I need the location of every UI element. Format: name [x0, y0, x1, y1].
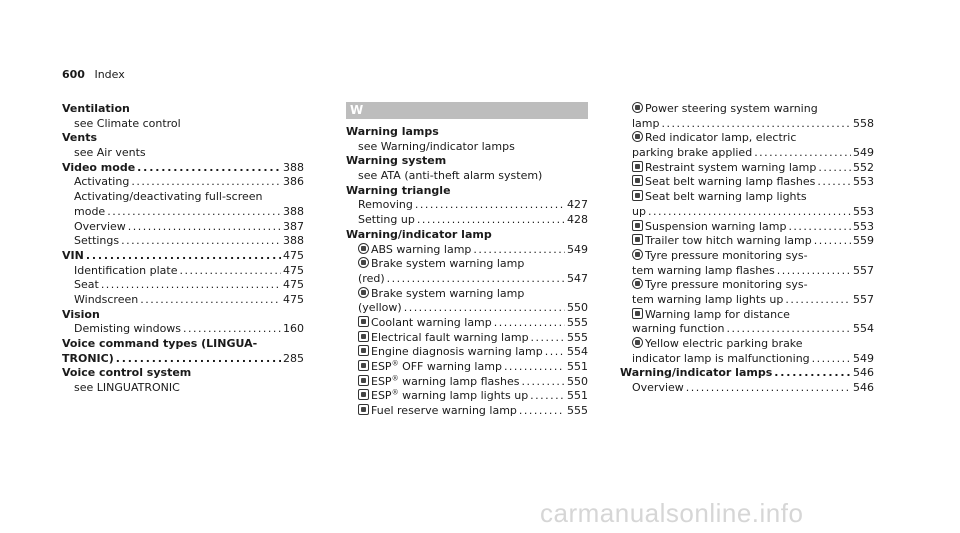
seat-belt-icon — [632, 175, 643, 186]
index-subentry[interactable] — [632, 264, 874, 279]
index-subentry[interactable] — [346, 345, 588, 360]
index-entry-title: Warning/indicator lamps — [620, 366, 773, 380]
subentry-text: Red indicator lamp, electric — [645, 131, 797, 145]
subentry-text: Settings — [74, 234, 120, 248]
subentry-text: Brake system warning lamp — [371, 257, 525, 271]
subentry-text: lamp — [632, 116, 660, 130]
index-subentry[interactable] — [346, 331, 588, 346]
page-ref: 549 — [853, 351, 874, 365]
subentry-line — [632, 249, 874, 264]
page-ref: 388 — [283, 204, 304, 218]
subentry-text: Identification plate — [74, 263, 178, 277]
steering-wheel-icon — [632, 102, 643, 113]
index-subentry[interactable] — [62, 322, 304, 337]
index-see-ref[interactable]: see Climate control — [74, 116, 181, 130]
index-entry-title: Voice control system — [62, 366, 192, 380]
index-column-3 — [620, 102, 874, 396]
page-ref: 388 — [283, 160, 304, 174]
subentry-text: warning lamp lights up — [398, 389, 529, 403]
page-ref: 547 — [567, 271, 588, 285]
subentry-line — [632, 102, 874, 117]
subentry-text: Fuel reserve warning lamp — [371, 404, 517, 418]
index-entry-title: VIN — [62, 248, 84, 262]
page-ref: 550 — [567, 374, 588, 388]
subentry-line — [632, 190, 874, 205]
brake-system-icon — [358, 257, 369, 268]
esp-off-icon — [358, 360, 369, 371]
subentry-text: Removing — [358, 198, 413, 212]
esp-icon — [358, 389, 369, 400]
index-subentry[interactable] — [346, 389, 588, 404]
subentry-text: Windscreen — [74, 292, 139, 306]
subentry-text: Restraint system warning lamp — [645, 160, 817, 174]
esp-icon — [358, 375, 369, 386]
index-subentry[interactable] — [346, 301, 588, 316]
subentry-text: indicator lamp is malfunctioning — [632, 351, 810, 365]
subentry-text: Brake system warning lamp — [371, 286, 525, 300]
subentry-text: Setting up — [358, 213, 415, 227]
subentry-line — [632, 337, 874, 352]
subentry-text: Activating — [74, 175, 130, 189]
subentry-text: warning function — [632, 322, 725, 336]
subentry-text: warning lamp flashes — [398, 374, 520, 388]
subentry-text: Engine diagnosis warning lamp — [371, 345, 543, 359]
page-ref: 555 — [567, 330, 588, 344]
subentry-line — [346, 287, 588, 302]
index-subentry[interactable] — [632, 117, 874, 132]
subentry-text: Demisting windows — [74, 322, 182, 336]
subentry-text: (red) — [358, 271, 385, 285]
page-ref: 475 — [283, 278, 304, 292]
page-ref: 546 — [853, 381, 874, 395]
index-subentry[interactable] — [632, 234, 874, 249]
index-subentry[interactable] — [632, 381, 874, 396]
page-ref: 559 — [853, 234, 874, 248]
battery-icon — [358, 331, 369, 342]
page-ref: 554 — [567, 345, 588, 359]
registered-mark: ® — [391, 359, 399, 368]
page-ref: 553 — [853, 175, 874, 189]
seat-belt-icon — [632, 190, 643, 201]
subentry-text: ESP — [371, 374, 392, 388]
index-see-ref[interactable]: see Warning/indicator lamps — [358, 139, 515, 153]
index-see-ref[interactable]: see Air vents — [74, 146, 146, 160]
subentry-text: tem warning lamp lights up — [632, 292, 784, 306]
index-column-1 — [62, 102, 304, 396]
index-entry-title: Warning system — [346, 154, 447, 168]
subentry-text: parking brake applied — [632, 146, 753, 160]
index-entry[interactable] — [62, 161, 304, 176]
subentry-text: Overview — [632, 381, 684, 395]
page-ref: 550 — [567, 301, 588, 315]
index-column-2 — [346, 102, 588, 419]
subentry-text: Tyre pressure monitoring sys- — [645, 248, 808, 262]
page-ref: 558 — [853, 116, 874, 130]
index-entry-title: Warning/indicator lamp — [346, 227, 492, 241]
subentry-line — [632, 278, 874, 293]
subentry-text: Activating/deactivating full-screen — [74, 190, 263, 204]
index-subentry[interactable] — [632, 293, 874, 308]
index-subentry[interactable] — [632, 161, 874, 176]
index-subentry[interactable] — [346, 243, 588, 258]
index-entry-title: TRONIC) — [62, 351, 114, 365]
page-ref: 553 — [853, 204, 874, 218]
page-ref: 475 — [283, 263, 304, 277]
subentry-text: Yellow electric parking brake — [645, 337, 803, 350]
subentry-line — [632, 131, 874, 146]
subentry-text: Coolant warning lamp — [371, 315, 492, 329]
subentry-text: Seat belt warning lamp flashes — [645, 175, 816, 189]
subentry-text: ABS warning lamp — [371, 242, 472, 256]
page-ref: 552 — [853, 160, 874, 174]
index-see-ref[interactable]: see LINGUATRONIC — [74, 381, 180, 395]
distance-warning-icon — [632, 308, 643, 319]
engine-icon — [358, 345, 369, 356]
index-subentry[interactable] — [346, 360, 588, 375]
subentry-text: tem warning lamp flashes — [632, 263, 775, 277]
index-subentry[interactable] — [346, 213, 588, 228]
page-ref: 387 — [283, 219, 304, 233]
index-see-ref[interactable]: see ATA (anti-theft alarm system) — [358, 169, 543, 183]
index-subentry[interactable] — [346, 198, 588, 213]
airbag-icon — [632, 161, 643, 172]
suspension-icon — [632, 220, 643, 231]
subentry-text: Overview — [74, 219, 126, 233]
abs-icon — [358, 243, 369, 254]
page-ref: 546 — [853, 366, 874, 380]
index-subentry[interactable] — [346, 316, 588, 331]
subentry-text: Power steering system warning — [645, 102, 818, 115]
page-ref: 551 — [567, 360, 588, 373]
subentry-text: OFF warning lamp — [398, 360, 502, 373]
index-subentry[interactable] — [632, 322, 874, 337]
index-subentry[interactable] — [632, 205, 874, 220]
index-entry-title: Vision — [62, 307, 100, 321]
page-ref: 549 — [853, 146, 874, 160]
page-ref: 549 — [567, 242, 588, 256]
subentry-line — [632, 308, 874, 323]
index-subentry[interactable] — [632, 352, 874, 367]
page-ref: 427 — [567, 198, 588, 212]
index-subentry[interactable] — [62, 175, 304, 190]
page-ref: 475 — [283, 248, 304, 262]
index-entry-title: Ventilation — [62, 102, 130, 115]
index-subentry[interactable] — [62, 264, 304, 279]
page-ref: 551 — [567, 389, 588, 403]
index-entry-title: Vents — [62, 131, 98, 145]
page-ref: 555 — [567, 404, 588, 418]
parking-brake-icon — [632, 337, 643, 348]
subentry-text: Warning lamp for distance — [645, 307, 790, 321]
index-subentry[interactable] — [62, 220, 304, 235]
subentry-text: ESP — [371, 360, 392, 373]
subentry-text: (yellow) — [358, 301, 402, 315]
subentry-text: Trailer tow hitch warning lamp — [645, 234, 812, 248]
page-ref: 557 — [853, 292, 874, 306]
index-entry[interactable] — [62, 352, 304, 367]
trailer-hitch-icon — [632, 234, 643, 245]
parking-brake-icon — [632, 131, 643, 142]
index-subentry[interactable] — [632, 146, 874, 161]
subentry-text: up — [632, 204, 646, 218]
index-subentry[interactable] — [346, 375, 588, 390]
fuel-pump-icon — [358, 404, 369, 415]
subentry-text: Seat belt warning lamp lights — [645, 190, 807, 204]
page-ref: 285 — [283, 351, 304, 365]
section-title: Index — [94, 68, 125, 81]
index-subentry[interactable] — [62, 293, 304, 308]
page-ref: 553 — [853, 219, 874, 233]
index-subentry[interactable] — [62, 278, 304, 293]
subentry-text: Suspension warning lamp — [645, 219, 787, 233]
subentry-text: Tyre pressure monitoring sys- — [645, 278, 808, 292]
subentry-text: ESP — [371, 389, 392, 403]
index-subentry[interactable] — [346, 272, 588, 287]
registered-mark: ® — [391, 388, 399, 397]
registered-mark: ® — [391, 374, 399, 383]
index-entry[interactable] — [62, 249, 304, 264]
page-ref: 388 — [283, 234, 304, 248]
page-ref: 160 — [283, 322, 304, 336]
index-entry[interactable] — [620, 366, 874, 381]
page-ref: 386 — [283, 175, 304, 189]
page-number: 600 — [62, 68, 85, 81]
page-ref: 554 — [853, 322, 874, 336]
page-ref: 475 — [283, 292, 304, 306]
index-entry-title: Warning lamps — [346, 125, 439, 138]
watermark: carmanualsonline.info — [540, 498, 804, 528]
tyre-pressure-icon — [632, 249, 643, 260]
page-ref: 428 — [567, 213, 588, 227]
subentry-line — [346, 257, 588, 272]
coolant-icon — [358, 316, 369, 327]
subentry-text: mode — [74, 204, 106, 218]
brake-system-icon — [358, 287, 369, 298]
index-subentry[interactable] — [632, 220, 874, 235]
page-ref: 557 — [853, 263, 874, 277]
subentry-text: Electrical fault warning lamp — [371, 330, 529, 344]
index-subentry[interactable] — [632, 175, 874, 190]
index-entry-title: Video mode — [62, 160, 136, 174]
tyre-pressure-icon — [632, 278, 643, 289]
page-ref: 555 — [567, 315, 588, 329]
index-entry-title: Warning triangle — [346, 183, 451, 197]
letter-heading: W — [346, 102, 588, 119]
page-header — [62, 68, 125, 81]
index-entry-title: Voice command types (LINGUA- — [62, 337, 258, 350]
index-subentry[interactable] — [62, 205, 304, 220]
subentry-text: Seat — [74, 278, 99, 292]
index-subentry[interactable] — [346, 404, 588, 419]
index-subentry[interactable] — [62, 234, 304, 249]
